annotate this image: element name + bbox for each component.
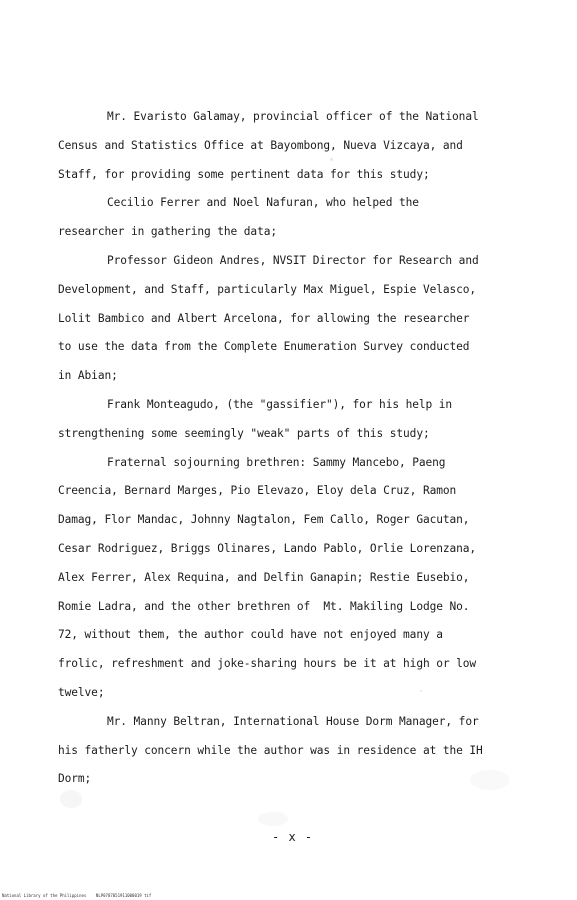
paragraph-ferrer-nafuran [58, 189, 520, 247]
acknowledgment-text [58, 103, 520, 794]
text-line: Cesar Rodriguez, Briggs Olinares, Lando Pablo, Orlie Lorenzana, [58, 541, 477, 555]
scan-footer-note: National Library of the Philippines NLP0787051911000019 tif [2, 893, 152, 898]
text-line: Mr. Manny Beltran, International House Dorm Manager, for [107, 714, 479, 728]
text-line: Professor Gideon Andres, NVSIT Director for Research and [107, 253, 479, 267]
page-number: - x - [272, 830, 314, 844]
text-line: Mr. Evaristo Galamay, provincial officer of the National [107, 110, 479, 123]
text-line: his fatherly concern while the author was in residence at the IH [58, 743, 483, 757]
text-line: Development, and Staff, particularly Max Miguel, Espie Velasco, [58, 282, 477, 296]
text-line: frolic, refreshment and joke-sharing hours be it at high or low [58, 657, 477, 671]
text-line: Fraternal sojourning brethren: Sammy Mancebo, Paeng [107, 455, 446, 469]
text-line: Cecilio Ferrer and Noel Nafuran, who helped the [107, 196, 419, 210]
text-line: Staff, for providing some pertinent data for this study; [58, 167, 430, 181]
text-line: Damag, Flor Mandac, Johnny Nagtalon, Fem Callo, Roger Gacutan, [58, 513, 470, 527]
text-line: researcher in gathering the data; [58, 225, 277, 239]
text-line: to use the data from the Complete Enumeration Survey conducted [58, 340, 470, 354]
text-line: Romie Ladra, and the other brethren of Mt. Makiling Lodge No. [58, 599, 470, 613]
paragraph-beltran [58, 708, 520, 794]
text-line: Alex Ferrer, Alex Requina, and Delfin Ganapin; Restie Eusebio, [58, 570, 470, 584]
scan-speckle [470, 770, 510, 790]
paragraph-monteagudo [58, 391, 520, 449]
scan-speckle [60, 790, 82, 808]
paragraph-andres [58, 247, 520, 391]
text-line: Creencia, Bernard Marges, Pio Elevazo, Eloy dela Cruz, Ramon [58, 484, 457, 498]
text-line: 72, without them, the author could have not enjoyed many a [58, 628, 443, 642]
text-line: strengthening some seemingly "weak" parts of this study; [58, 426, 430, 440]
paragraph-galamay [58, 103, 520, 189]
scan-speckle [420, 690, 422, 692]
text-line: Frank Monteagudo, (the "gassifier"), for his help in [107, 397, 453, 411]
text-line: Lolit Bambico and Albert Arcelona, for allowing the researcher [58, 311, 470, 325]
text-line: in Abian; [58, 369, 118, 383]
paragraph-brethren [58, 449, 520, 708]
text-line: twelve; [58, 685, 105, 699]
scan-speckle [330, 158, 333, 161]
scan-speckle [258, 812, 288, 826]
text-line: Census and Statistics Office at Bayombong, Nueva Vizcaya, and [58, 138, 463, 152]
text-line: Dorm; [58, 772, 92, 786]
